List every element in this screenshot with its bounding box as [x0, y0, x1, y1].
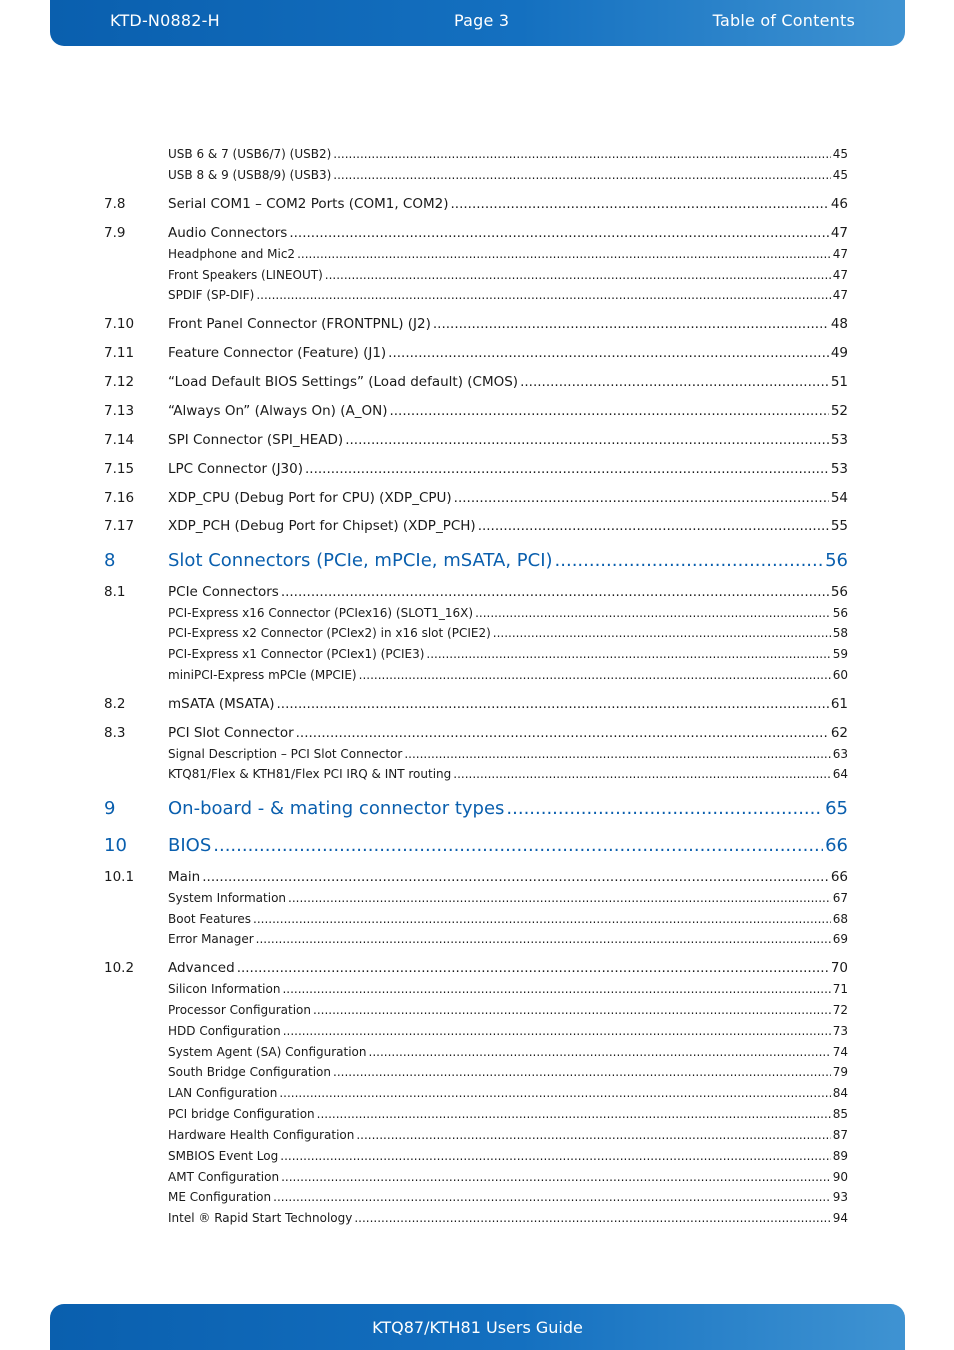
page-header	[50, 0, 905, 46]
toc-entry[interactable]	[104, 345, 848, 361]
toc-entry-page: 53	[830, 461, 848, 477]
toc-entry[interactable]	[104, 432, 848, 448]
toc-entry-number: 7.14	[104, 432, 135, 448]
toc-leader-dots	[333, 1065, 831, 1079]
toc-entry-title: Headphone and Mic2	[168, 247, 296, 261]
toc-entry[interactable]	[104, 647, 848, 661]
toc-leader-dots	[279, 1086, 830, 1100]
toc-entry-page: 85	[832, 1107, 848, 1121]
toc-entry-page: 66	[830, 869, 848, 885]
toc-leader-dots	[297, 247, 831, 261]
toc-entry-page: 71	[832, 982, 848, 996]
toc-entry-title: Slot Connectors (PCIe, mPCIe, mSATA, PCI)	[168, 550, 553, 571]
toc-entry-page: 47	[830, 225, 848, 241]
toc-entry[interactable]	[104, 196, 848, 212]
toc-entry-page: 47	[832, 288, 848, 302]
toc-entry-page: 56	[830, 584, 848, 600]
toc-entry-title: HDD Configuration	[168, 1024, 281, 1038]
toc-entry-number: 7.9	[104, 225, 126, 241]
toc-leader-dots	[313, 1003, 831, 1017]
toc-entry-number: 7.11	[104, 345, 135, 361]
toc-leader-dots	[369, 1045, 831, 1059]
toc-entry-number: 10.1	[104, 869, 135, 885]
toc-entry-page: 47	[832, 247, 848, 261]
toc-leader-dots	[475, 606, 831, 620]
toc-entry[interactable]	[104, 747, 848, 761]
toc-entry[interactable]	[104, 403, 848, 419]
toc-entry-title: Silicon Information	[168, 982, 281, 996]
toc-entry[interactable]	[104, 1170, 848, 1184]
toc-entry[interactable]	[104, 932, 848, 946]
toc-entry-page: 53	[830, 432, 848, 448]
toc-entry-number: 7.15	[104, 461, 135, 477]
toc-entry-page: 61	[830, 696, 848, 712]
toc-entry[interactable]	[104, 1190, 848, 1204]
toc-leader-dots	[453, 767, 830, 781]
toc-entry-page: 54	[830, 490, 848, 506]
toc-entry-number: 8.1	[104, 584, 126, 600]
toc-leader-dots	[296, 725, 829, 741]
toc-leader-dots	[273, 1190, 831, 1204]
toc-entry[interactable]	[104, 268, 848, 282]
toc-entry-page: 69	[832, 932, 848, 946]
toc-entry-page: 65	[825, 798, 848, 819]
toc-entry-number: 7.10	[104, 316, 135, 332]
toc-entry[interactable]	[104, 1149, 848, 1163]
toc-entry-page: 46	[830, 196, 848, 212]
toc-leader-dots	[493, 626, 831, 640]
toc-leader-dots	[359, 668, 831, 682]
toc-entry[interactable]	[104, 1045, 848, 1059]
toc-entry-page: 87	[832, 1128, 848, 1142]
toc-entry-page: 70	[830, 960, 848, 976]
toc-entry-title: LPC Connector (J30)	[168, 461, 303, 477]
toc-entry-title: PCI-Express x2 Connector (PCIex2) in x16 slot (PCIE2)	[168, 626, 491, 640]
toc-entry[interactable]	[104, 798, 848, 819]
toc-entry-title: Front Panel Connector (FRONTPNL) (J2)	[168, 316, 431, 332]
toc-entry-title: XDP_CPU (Debug Port for CPU) (XDP_CPU)	[168, 490, 452, 506]
toc-leader-dots	[325, 268, 831, 282]
toc-entry[interactable]	[104, 869, 848, 885]
toc-entry-page: 74	[832, 1045, 848, 1059]
toc-entry-title: PCI bridge Configuration	[168, 1107, 315, 1121]
toc-entry-title: PCIe Connectors	[168, 584, 279, 600]
toc-entry-title: System Agent (SA) Configuration	[168, 1045, 367, 1059]
toc-leader-dots	[356, 1128, 830, 1142]
toc-entry[interactable]	[104, 767, 848, 781]
toc-entry-title: Advanced	[168, 960, 235, 976]
toc-leader-dots	[506, 798, 823, 819]
toc-entry[interactable]	[104, 1003, 848, 1017]
toc-entry-title: Audio Connectors	[168, 225, 288, 241]
toc-entry-title: Boot Features	[168, 912, 252, 926]
toc-leader-dots	[289, 225, 828, 241]
toc-entry[interactable]	[104, 696, 848, 712]
toc-entry[interactable]	[104, 606, 848, 620]
toc-entry-title: On-board - & mating connector types	[168, 798, 505, 819]
toc-entry-title: ME Configuration	[168, 1190, 272, 1204]
document-id: KTD-N0882-H	[110, 11, 220, 30]
toc-entry[interactable]	[104, 147, 848, 161]
toc-entry-title: “Load Default BIOS Settings” (Load default) (CMOS)	[168, 374, 519, 390]
toc-entry-page: 64	[832, 767, 848, 781]
toc-leader-dots	[283, 1024, 831, 1038]
toc-entry[interactable]	[104, 288, 848, 302]
toc-entry-page: 63	[832, 747, 848, 761]
toc-entry-title: Signal Description – PCI Slot Connector	[168, 747, 403, 761]
toc-entry[interactable]	[104, 490, 848, 506]
toc-entry[interactable]	[104, 725, 848, 741]
toc-entry-title: KTQ81/Flex & KTH81/Flex PCI IRQ & INT routing	[168, 767, 452, 781]
toc-entry[interactable]	[104, 668, 848, 682]
toc-entry[interactable]	[104, 1128, 848, 1142]
toc-entry-number: 7.12	[104, 374, 135, 390]
toc-entry-number: 8.3	[104, 725, 126, 741]
toc-entry-page: 56	[832, 606, 848, 620]
toc-entry-page: 51	[830, 374, 848, 390]
toc-entry[interactable]	[104, 1107, 848, 1121]
toc-leader-dots	[404, 747, 830, 761]
toc-entry-page: 45	[832, 168, 848, 182]
toc-entry-number: 9	[104, 798, 116, 819]
toc-leader-dots	[354, 1211, 830, 1225]
toc-entry-title: SMBIOS Event Log	[168, 1149, 279, 1163]
toc-entry-page: 62	[830, 725, 848, 741]
toc-entry-number: 7.16	[104, 490, 135, 506]
toc-entry[interactable]	[104, 374, 848, 390]
toc-entry[interactable]	[104, 247, 848, 261]
toc-entry[interactable]	[104, 1065, 848, 1079]
toc-entry[interactable]	[104, 1024, 848, 1038]
toc-leader-dots	[333, 147, 830, 161]
toc-entry-title: mSATA (MSATA)	[168, 696, 275, 712]
toc-entry-title: AMT Configuration	[168, 1170, 280, 1184]
toc-entry-title: miniPCI-Express mPCIe (MPCIE)	[168, 668, 357, 682]
toc-entry[interactable]	[104, 225, 848, 241]
toc-leader-dots	[202, 869, 829, 885]
toc-leader-dots	[454, 490, 829, 506]
toc-entry[interactable]	[104, 1211, 848, 1225]
toc-entry[interactable]	[104, 912, 848, 926]
toc-leader-dots	[426, 647, 830, 661]
toc-entry-title: USB 6 & 7 (USB6/7) (USB2)	[168, 147, 332, 161]
toc-entry-title: PCI-Express x16 Connector (PCIex16) (SLOT1_16X)	[168, 606, 474, 620]
toc-entry[interactable]	[104, 982, 848, 996]
toc-leader-dots	[345, 432, 829, 448]
toc-entry-title: SPI Connector (SPI_HEAD)	[168, 432, 344, 448]
toc-entry-page: 68	[832, 912, 848, 926]
toc-leader-dots	[389, 403, 828, 419]
toc-entry[interactable]	[104, 316, 848, 332]
toc-entry-title: BIOS	[168, 835, 212, 856]
toc-leader-dots	[281, 1170, 831, 1184]
toc-entry[interactable]	[104, 891, 848, 905]
toc-leader-dots	[450, 196, 828, 212]
toc-entry-title: USB 8 & 9 (USB8/9) (USB3)	[168, 168, 332, 182]
toc-entry-page: 48	[830, 316, 848, 332]
toc-entry-page: 72	[832, 1003, 848, 1017]
toc-entry-page: 89	[832, 1149, 848, 1163]
toc-leader-dots	[388, 345, 829, 361]
toc-leader-dots	[520, 374, 829, 390]
toc-entry-page: 47	[832, 268, 848, 282]
page-footer	[50, 1304, 905, 1350]
toc-leader-dots	[555, 550, 824, 571]
toc-leader-dots	[478, 518, 829, 534]
toc-leader-dots	[277, 696, 829, 712]
toc-entry-number: 10	[104, 835, 127, 856]
toc-entry-number: 7.8	[104, 196, 126, 212]
toc-entry-title: LAN Configuration	[168, 1086, 278, 1100]
toc-entry-page: 56	[825, 550, 848, 571]
toc-entry[interactable]	[104, 1086, 848, 1100]
toc-entry-page: 59	[832, 647, 848, 661]
toc-entry-title: Main	[168, 869, 201, 885]
toc-entry-title: Feature Connector (Feature) (J1)	[168, 345, 387, 361]
toc-entry-number: 10.2	[104, 960, 135, 976]
toc-leader-dots	[288, 891, 831, 905]
toc-entry-title: SPDIF (SP-DIF)	[168, 288, 255, 302]
toc-entry[interactable]	[104, 584, 848, 600]
toc-entry-page: 93	[832, 1190, 848, 1204]
toc-leader-dots	[213, 835, 823, 856]
toc-entry-number: 7.13	[104, 403, 135, 419]
toc-entry-page: 79	[832, 1065, 848, 1079]
toc-leader-dots	[305, 461, 829, 477]
toc-leader-dots	[253, 912, 831, 926]
toc-entry-page: 60	[832, 668, 848, 682]
toc-entry-number: 8	[104, 550, 116, 571]
toc-entry[interactable]	[104, 550, 848, 571]
toc-entry-title: Processor Configuration	[168, 1003, 311, 1017]
toc-leader-dots	[433, 316, 829, 332]
toc-entry-title: PCI Slot Connector	[168, 725, 294, 741]
toc-entry[interactable]	[104, 168, 848, 182]
toc-entry-number: 7.17	[104, 518, 135, 534]
toc-entry-page: 94	[832, 1211, 848, 1225]
toc-entry-title: System Information	[168, 891, 287, 905]
toc-entry-title: Serial COM1 – COM2 Ports (COM1, COM2)	[168, 196, 449, 212]
toc-leader-dots	[237, 960, 829, 976]
toc-leader-dots	[317, 1107, 831, 1121]
toc-entry-page: 52	[830, 403, 848, 419]
toc-entry-title: XDP_PCH (Debug Port for Chipset) (XDP_PCH)	[168, 518, 476, 534]
toc-entry[interactable]	[104, 461, 848, 477]
section-title: Table of Contents	[712, 11, 855, 30]
toc-entry-number: 8.2	[104, 696, 126, 712]
toc-leader-dots	[281, 584, 829, 600]
toc-entry-title: Error Manager	[168, 932, 254, 946]
toc-entry-title: Front Speakers (LINEOUT)	[168, 268, 323, 282]
toc-entry[interactable]	[104, 626, 848, 640]
toc-entry-page: 90	[832, 1170, 848, 1184]
toc-entry-title: Hardware Health Configuration	[168, 1128, 355, 1142]
toc-entry-title: PCI-Express x1 Connector (PCIex1) (PCIE3)	[168, 647, 425, 661]
toc-leader-dots	[282, 982, 830, 996]
toc-entry-title: South Bridge Configuration	[168, 1065, 332, 1079]
toc-entry-page: 55	[830, 518, 848, 534]
page-number: Page 3	[454, 11, 510, 30]
toc-entry-title: Intel ® Rapid Start Technology	[168, 1211, 353, 1225]
toc-leader-dots	[333, 168, 830, 182]
toc-entry-page: 67	[832, 891, 848, 905]
toc-entry[interactable]	[104, 960, 848, 976]
toc-entry-page: 58	[832, 626, 848, 640]
toc-entry-page: 45	[832, 147, 848, 161]
toc-entry[interactable]	[104, 518, 848, 534]
toc-entry-title: “Always On” (Always On) (A_ON)	[168, 403, 388, 419]
toc-entry[interactable]	[104, 835, 848, 856]
toc-leader-dots	[280, 1149, 830, 1163]
toc-entry-page: 66	[825, 835, 848, 856]
toc-leader-dots	[256, 288, 830, 302]
toc-leader-dots	[256, 932, 831, 946]
footer-title: KTQ87/KTH81 Users Guide	[372, 1318, 583, 1337]
toc-entry-page: 84	[832, 1086, 848, 1100]
toc-entry-page: 49	[830, 345, 848, 361]
toc-entry-page: 73	[832, 1024, 848, 1038]
